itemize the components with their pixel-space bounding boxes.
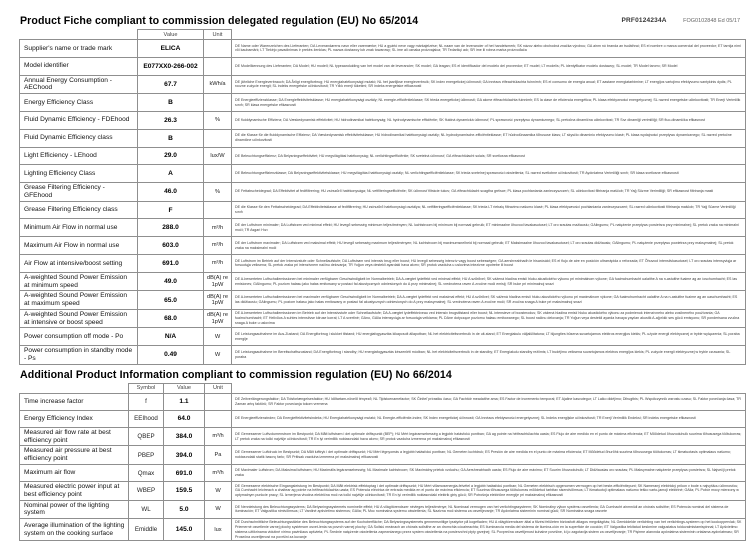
table-row <box>20 446 746 465</box>
parameter-name-cell: Measured air pressure at best efficiency point <box>20 446 129 465</box>
parameter-name-cell: Grease Filtering Efficiency class <box>20 201 138 219</box>
value-cell: 1.1 <box>164 393 205 410</box>
description-cell: DE A-bewerteten Luftschallemissionen bei minimaler verfügbarer Geschwindigkeit im Normalbetrieb; DA A-vægtet lydeffekt ved minimal effekt; HU A szűrővel; SK vážená hladina emisií hluku akustického výkonu pri minimálnom výkone; GA fuaimchumhacht ualaithe A na n-astuithe fuaime ag an íoschumhacht; ES las emisiones; GAlingumu; PL poziom hałasu jako hałas emitowany w postaci fal akustycznych odniesionych do A przy minimalnej; SL vrednotena raven A zvočne moči emisij; SR buke pri minimalnoj snazi <box>232 272 746 291</box>
table-row <box>20 94 746 112</box>
description-cell: DE fluiddynamische Effizienz; DA Væskedynamisk effektivitet; HU hidrodinamikai hatékonyság; NL hydrodynamische efficiëntie; SK fluidná dynamická účinnosť; PL sprawność przepływu dynamicznego; SL pretočna dinamična učinkovitost; TR Sıvı dinamiği verimliliği; SR fluo-dinamička efikasnost <box>232 111 746 129</box>
table-row <box>20 346 746 365</box>
unit-cell: m³/h <box>205 427 232 446</box>
description-cell: DE der Luftstrom minimaler; DA Luftstrøm ved minimal effekt; HU levegő sebesség minimum teljesítményen; NL luchtstroom bij minimum bij normaal gebruik; ET minimaalne õhuvool tavakasutusel; LT oro srautas mažiausiu; GAlingumu; PL natężenie przepływu powietrza przy minimalnej; SL pretok zraka na minimalni moči; TR Asgari Hızı <box>232 219 746 237</box>
table-row <box>20 309 746 328</box>
unit-cell <box>205 410 232 427</box>
parameter-name-cell: Average illumination of the lighting system on the cooking surface <box>20 519 129 541</box>
unit-cell: % <box>204 183 232 202</box>
value-cell: 603.0 <box>138 237 204 255</box>
unit-cell: lux <box>205 519 232 541</box>
value-cell: 64.0 <box>164 410 205 427</box>
value-cell: N/A <box>138 328 204 346</box>
value-cell: B <box>138 94 204 112</box>
parameter-name-cell: Power consumption in standby mode - Ps <box>20 346 138 365</box>
unit-cell: m³/h <box>204 219 232 237</box>
table-header-row <box>20 30 746 40</box>
description-cell: DE Luftstrom im Betrieb auf der Intensivstufe oder Schnellaufstufe; DA Luftstrøm ved intensiv brug eller boost; HU levegő sebesség intenzív vagy boost sebességen; GA aershreabhadh le hisarúsáid; ES el flujo de aire en posición ultrarrápida o reforzada; ET Õhuvool intensiivkasutusel; LT oro srautas intensyviąja ar forsuotąja veiksena; SL pretok zraka pri intenzivnem načinu delovanja; TR Yoğun veya destekli ayardaki hava akımı; SR protok vazduha u uslovima intezivne upotrebe ili boost <box>232 255 746 273</box>
unit-cell: W <box>205 500 232 519</box>
parameter-name-cell: Fluid Dynamic Efficiency class <box>20 129 138 147</box>
symbol-cell: Emiddle <box>129 519 164 541</box>
unit-cell <box>204 40 232 58</box>
column-header-unit: Unit <box>204 30 232 40</box>
symbol-cell: WL <box>129 500 164 519</box>
description-cell: DE die Klasse für den Fettabscheidegrad; DA Effektivitetsklasse af fedtfiltrering; HU zsírszűrő hatékonysági osztálya; NL vetfilteringsefficiëntieklasse; SK trieda LT riebalų filtravimo našumo klasė; PL klasa efektywności pochłaniania zanieczyszczeń; SL razred učinkovitosti filtriranja maščob; TR Yağ Süzme Verimliliği sınıfı <box>232 201 746 219</box>
additional-info-table <box>19 383 746 541</box>
table-row <box>20 75 746 94</box>
parameter-name-cell: Grease Filtering Efficiency - GFEhood <box>20 183 138 202</box>
unit-cell: % <box>204 111 232 129</box>
value-cell: E077XX0-266-002 <box>138 57 204 75</box>
table-row <box>20 57 746 75</box>
unit-cell: m³/h <box>204 255 232 273</box>
description-cell: DE Leistungsaufnahme im Aus-Zustand; DA Energiforbrug i slukket tilstand; HU energiafogyasztás kikapcsolt állapotban; NL het elektriciteitsverbruik in de uit-stand; ET Energiakulu väljalülitatuna; LT išjungties būsena suvartojamos elektros energijos kiekis; PL użycie energii elektrycznej w trybie wyłączenia; SL poraba energije <box>232 328 746 346</box>
unit-cell: W <box>204 328 232 346</box>
document-number: PRF0124234A <box>621 17 667 24</box>
value-cell: ELICA <box>138 40 204 58</box>
parameter-name-cell: A-weighted Sound Power Emission at minimum speed <box>20 272 138 291</box>
table-row <box>20 427 746 446</box>
parameter-name-cell: Energy Efficiency Index <box>20 410 129 427</box>
parameter-name-cell: Annual Energy Consumption - AEChood <box>20 75 138 94</box>
symbol-cell: PBEP <box>129 446 164 465</box>
symbol-cell: EEIhood <box>129 410 164 427</box>
table-row <box>20 393 746 410</box>
value-cell: 384.0 <box>164 427 205 446</box>
unit-cell: Pa <box>205 446 232 465</box>
table-row <box>20 328 746 346</box>
column-header-symbol: Symbol <box>129 383 164 393</box>
description-cell: DE Beleuchtungseffizienz; DA Belysningseffektivitet; HU megvilágítási hatékonyság; NL verlichtingsefficiëntie; SK svetelná účinnosť; GA éifeachtúlacht solais; SR svetlosna efikasnost <box>232 147 746 165</box>
table-row <box>20 219 746 237</box>
unit-cell <box>204 57 232 75</box>
additional-info-title: Additional Product Information compliant to commission regulation (EU) No 66/2014 <box>20 368 452 381</box>
table-row <box>20 183 746 202</box>
symbol-cell: QBEP <box>129 427 164 446</box>
parameter-name-cell: Minimum Air Flow in normal use <box>20 219 138 237</box>
header-spacer <box>232 30 746 40</box>
description-cell: DE Energieeffizienzklasse; DA Energieffektivitetsklasse; HU energiahatékonysági osztály; NL energie-efficiëntieklasse; SK trieda energetickej účinnosti; GA aicme éifeachtúlachta fuinnimh; ES la clase de eficiencia energética; PL klasa efektywności energetycznej; SL razred energetske učinkovitosti; TR Enerji Verimlilik sınıfı; SR klasa energetske efikasnosti <box>232 94 746 112</box>
value-cell: F <box>138 201 204 219</box>
parameter-name-cell: Nominal power of the lighting system <box>20 500 129 519</box>
fiche-title: Product Fiche compliant to commission delegated regulation (EU) No 65/2014 <box>20 15 419 27</box>
unit-cell: m³/h <box>205 465 232 482</box>
value-cell: 68.0 <box>138 309 204 328</box>
symbol-cell: f <box>129 393 164 410</box>
description-cell: DE A-bewerteten Luftschallemissionen im Betrieb auf der Intensivstufe oder Schnellaufstufe; DA A-vægtet lydeffektniveau ved intensiv brugstilstand eller boost; NL intensieve of boostmodus; SK vážená hladina emisií hluku akustického výkonu za podmienok intenzívneho alebo zosilneného používania; GA fuaimchumhacht; ET Helivõos A suhtes intensiivse kiiruse korral; LT A svertinė; GAno, GAlia intensyviąja ar forsuotąja veikiama; PL DAne dotyczące poziomu hałasu emitowanego; SL boost načinu delovanja; TR Yoğun veya destekli ayarda havaya yayılan akustik A-ağırlıklı ses gücü emisyonu; SR ponderisana zvučna snaga A buke u uslovima <box>232 309 746 328</box>
parameter-name-cell: Air Flow at intensive/boost setting <box>20 255 138 273</box>
parameter-name-cell: Light Efficiency - LEhood <box>20 147 138 165</box>
value-cell: 67.7 <box>138 75 204 94</box>
value-cell: 5.0 <box>164 500 205 519</box>
value-cell: 159.5 <box>164 482 205 501</box>
description-cell: DE Name oder Warenzeichen des Lieferanten; DA Leverandørens navn eller varemærke; HU a gyártó neve vagy márkajelzése; NL naam van de leverancier of het handelsmerk; SK názov alebo obchodná značka výrobcu; GA ainm nó branda an tsoláthraí; ES el nombre o marca comercial del proveedor; ET tarnija nimi või kaubamärk; LT Tiekėjo pavadinimas ir prekės ženklas; PL nazwa dostawcy lub znak towarowy; SL ime ali oznaka proizvajalca; TR Tedarikçi adı; SR ime ili robna marka proizvođača <box>232 40 746 58</box>
table-row <box>20 272 746 291</box>
description-cell: DE jährliche Energieverbrauch; DA Årligt energiforbrug; HU energiahatékonysági mutató; NL het jaarlijkse energieverbruik; SK index energetickej účinnosti; GA innéacs éifeachtúlachta fuinnimh; ES el consumo de energía anual; ET aastane energiatarbimine; LT energijos vartojimo efektyvumo santykinis dydis; PL roczne zużycie energii; SL indeks energetske učinkovitosti; TR Yıllık enerji tüketimi; SR indeks energetske efikasnosti <box>232 75 746 94</box>
description-cell: DE Modellkennung des Lieferanten; DA Model; HU modell; NL typeaanduiding van het model van de leverancier; SK model; GA leagan; ES el identificador del modelo del proveedor; ET mudel; LT modelis; PL identyfikator modelu dostawcy; SL model; TR Model tanımı; SR Model <box>232 57 746 75</box>
table-row <box>20 147 746 165</box>
description-cell: DE Maximaler Luftstrom; DA Maksimal luftstrøm; HU Maximális legáramsebesség; NL Maximale luchtstroom; SK Maximálny prietok vzduchu; GA Aershreabhadh uasta; ES Flujo de aire máximo; ET Suurim õhuvooluhulk; LT Didžiausias oro srautas; PL Maksymalne natężenie przepływu powietrza; SL Največji pretok zraka <box>232 465 746 482</box>
description-cell: DE Nennleistung des Beleuchtungssystems; DA Belysningssystemets nominelle effekt; HU A világítórendszer névleges teljesítménye; NL Nominaal vermogen van het verlichtingssysteem; SK Nominálny výkon systému osvetlenia; GA Cumhacht ainmniúil an chórais soilsithe; ES Potencia nominal del sistema de iluminación; ET Valgustika nimivõimsus; LT Vardinė apšvietimo sistemos; GAlia; PL Moc nominalna systemu oświetlenia; SL Nazivna moč sistema za osvetljevanje; TR Aydınlatma sisteminin nominal gücü; SR Nominalna snaga rasvete <box>232 500 746 519</box>
value-cell: 46.0 <box>138 183 204 202</box>
parameter-name-cell: Power consumption off mode - Po <box>20 328 138 346</box>
table-row <box>20 40 746 58</box>
document-edition-code: FOG0102848 Ed 05/17 <box>683 18 740 24</box>
table-row <box>20 410 746 427</box>
description-cell: DE A-bewerteten Luftschallemissionen bei maximaler verfügbarer Geschwindigkeit im Normalbetrieb; DA A-vægtet lydeffekt ved maksimal effekt; HU A szűrővel; SK vážená hladina emisií hluku akustického výkonu pri maximálnom výkone; GA fuaimchumhacht ualaithe A na n-astuithe fuaime ag an uaschumhacht; ES las didžiausiu; GAlingumu; PL poziom hałasu jako hałas emitowany w postaci fal akustycznych odniesionych do A przy maksymalnej; SL vrednotena raven A zvočne moči; SR zvučna snaga A buke pri maksimalnoj snazi <box>232 291 746 310</box>
unit-cell: W <box>204 346 232 365</box>
column-header-unit: Unit <box>205 383 232 393</box>
table-row <box>20 482 746 501</box>
description-cell: DE Beleuchtungseffizienzklasse; DA Belysningseffektivitetsklasse; HU megvilágítási hatékonysági osztály; NL verlichtingsefficiëntieklasse; SK trieda svetelnej sprawności oświetlenia; SL razred svetlobne učinkovitosti; TR Aydınlatma Verimliliği sınıfı; SR klasa svetlosne efikasnosti <box>232 165 746 183</box>
unit-cell <box>204 201 232 219</box>
unit-cell: dB(A) re 1pW <box>204 291 232 310</box>
value-cell: A <box>138 165 204 183</box>
value-cell: 49.0 <box>138 272 204 291</box>
value-cell: 691.0 <box>164 465 205 482</box>
parameter-name-cell: Time increase factor <box>20 393 129 410</box>
parameter-name-cell: Lighting Efficiency Class <box>20 165 138 183</box>
value-cell: 65.0 <box>138 291 204 310</box>
description-cell: DE Leistungsaufnahme im Bereitschaftszustand; DA Energiforbrug i standby; HU energiafogyasztás készenléti módban; NL het elektriciteitsverbruik in de standby; ET Energiakulu standby režiimis; LT budėjimo veiksena suvartojamos elektros energijos kiekis; PL zużycie energii elektrycznej w trybie czuwania; SL poraba <box>232 346 746 365</box>
parameter-name-cell: A-weighted Sound Power Emission at maximum speed <box>20 291 138 310</box>
description-cell: DE Fettabscheidegrad; DA Effektivitet af fedtfiltrering; HU zsírszűrő hatékonysága; NL vetfilteringsefficiëntie; SK účinnosť filtrácie tukov; GA éifeachtúlacht scagtha gréisce; PL klasa pochłaniania zanieczyszczeń; SL učinkovitost filtriranja maščob; TR Yağ Süzme Verimliliği; SR efikasnost filtriranja masti <box>232 183 746 202</box>
unit-cell: dB(A) re 1pW <box>204 272 232 291</box>
value-cell: 0.49 <box>138 346 204 365</box>
value-cell: 145.0 <box>164 519 205 541</box>
description-cell: DE Durchschnittliche Beleuchtungsstärke des Beleuchtungssystems auf der Kochoberfläche; DA Belysningssystemets gennemsnitlige lysstyrke på kogefladen; HU A világítórendszer által a főzési felületen biztosított átlagos megvilágítás; NL Gemiddelde verlichting van het verlichtings-systeem op het kookoppervlak; SK Priemerné osvetlenie varnej plochy systémom osvet-lenia na povrch varnej plochy; GA Soilsiú meánach an chórais soilsithe ar an dromchla cócaireachta; ES Iluminancia media del sistema de ilumina-ción en la superficie de cocción; ET Valgustika tekitatud keskmine valgustatus toiduvalmistamispinnal; LT Apšvietimo sistema užtikrinama vidutinė virimo paviršiaus apšvieta; PL Średnie natężenie oświetlenia zapewnianego przez system oświetlenia na powierzchni płyty grzejnej; SL Povprečna osvetljenost kuhalne površine, ki jo zagotavlja sistem za osvetljevanje; TR Pişirme alanında aydınlatma sisteminin ortalama aydınlatması; SR Prosečna osvetljenost na površini za kuvanje <box>232 519 746 541</box>
header-spacer <box>20 383 129 393</box>
parameter-name-cell: Energy Efficiency Class <box>20 94 138 112</box>
table-row <box>20 129 746 147</box>
description-cell: DE Energieeffizienzindex; DA Energieffektivitetsindeks; HU Energiahatékonysági mutató; NL Energie-efficiëntie-index; SK Index energetickej účinnosti; GA Innéacs efektywności energetycznej; SL Indeks energijske učinkovitosti; TR Enerji Verimlilik Endeksi; SR indeks energetske efikasnosti <box>232 410 746 427</box>
symbol-cell: Qmax <box>129 465 164 482</box>
unit-cell <box>204 94 232 112</box>
column-header-value: Value <box>138 30 204 40</box>
unit-cell <box>204 129 232 147</box>
table-row <box>20 255 746 273</box>
unit-cell <box>205 393 232 410</box>
parameter-name-cell: Maximum Air Flow in normal use <box>20 237 138 255</box>
table-header-row <box>20 383 746 393</box>
table-row <box>20 500 746 519</box>
description-cell: DE die Klasse für die fluiddynamische Effizienz; DA Væskedynamisk effektivitetsklasse; HU hidrodinamikai hatékonysági osztály; NL hydrodynamische-efficiëntieklasse; ET hüdrodünaamika tõhususe klass; LT skysčio dinaminio efektyvumo klasė; PL klasa wydajności przepływu dynamicznego; SL razred pretočne dinamične učinkovitosti <box>232 129 746 147</box>
parameter-name-cell: Maximum air flow <box>20 465 129 482</box>
description-cell: DE Gemessener Luftvolumenstrom im Bestpunkt; DA Målt luftstrøm i det optimale driftspunkt (BEP); HU Mért legáramsebesség a legjobb hatásfokú pontban; GA ag pointe na héifeachtúlachta uasta; ES Flujo de aire medido en el punto de máxima eficiencia; ET Mõõdetud õhuvooluhulk suurima tõhususega töötukorras; LT pretok zraka na točki najvišje učinkovitosti; TR En iyi verimlilik noktasındaki hava akımı; SR protok vazduha izmerena pri maksimalnoj efikasnosti <box>232 427 746 446</box>
unit-cell: lux/W <box>204 147 232 165</box>
parameter-name-cell: Model identifier <box>20 57 138 75</box>
description-cell: DE Zeitverlängerungsfaktor; DA Tidsforlængelsesfaktor; HU Időtartam-növelő tényező; NL Tijdstoenamefactor; SK Činiteľ prírastku času; GA Fachtóir meadaithe ama; ES Factor de incremento temporal; ET Ajaline kasvutegur; LT Laiko didėjimo; Dihugtbis; PL Współczynnik wzrostu czasu; SL Faktor povečanja časa; TR Zaman artış faktörü; SR Faktor povećanja tokom vremena <box>232 393 746 410</box>
fiche-page <box>19 15 745 541</box>
symbol-cell: WBEP <box>129 482 164 501</box>
parameter-name-cell: Measured air flow rate at best efficiency point <box>20 427 129 446</box>
unit-cell: W <box>205 482 232 501</box>
header-spacer <box>20 30 138 40</box>
table-row <box>20 111 746 129</box>
product-fiche-table <box>19 29 746 365</box>
value-cell: 691.0 <box>138 255 204 273</box>
value-cell: 394.0 <box>164 446 205 465</box>
table-row <box>20 465 746 482</box>
table-row <box>20 165 746 183</box>
parameter-name-cell: Measured electric power input at best efficiency point <box>20 482 129 501</box>
parameter-name-cell: A-weighted Sound Power Emission at intensive or boost speed <box>20 309 138 328</box>
table-row <box>20 291 746 310</box>
description-cell: DE der Luftstrom maximaler; DA Luftstrøm ved maksimal effekt; HU levegő sebesség maximum teljesítményen; NL luchtstroom bij maximumsnelheid bij normaal gebruik; ET Maksimaalne õhuvool tavakasutusel; LT oro srautas didžiausiu; GAlingumu; PL natężenie przepływu powietrza przy maksymalnej; SL pretok zraka na maksimalni moči <box>232 237 746 255</box>
parameter-name-cell: Supplier's name or trade mark <box>20 40 138 58</box>
unit-cell: kWh/a <box>204 75 232 94</box>
value-cell: 288.0 <box>138 219 204 237</box>
header-spacer <box>232 383 746 393</box>
value-cell: 26.3 <box>138 111 204 129</box>
unit-cell: m³/h <box>204 237 232 255</box>
column-header-value: Value <box>164 383 205 393</box>
table-row <box>20 519 746 541</box>
description-cell: DE Gemessener Luftdruck im Bestpunkt; DA Målt lufttryk i det optimale driftspunkt; HU Mért légnyomás a legjobb hatásfokú pontban; NL Gemeten luchtdruk; ES Presión de aire medida en el punto de máxima eficiencia; ET Mõõdetud õhurõhk suurima tõhususega töötukorras; LT išmatuotasis optimalaus našumo; noktasındaki statik basınç farkı; SR Pritisak vazduha izmerena pri maksimalnoj efikasnosti <box>232 446 746 465</box>
value-cell: 29.0 <box>138 147 204 165</box>
table-row <box>20 201 746 219</box>
description-cell: DE Gemessene elektrische Eingangsleistung im Bestpunkt; DA Målt elektrisk effektoptag i det optimale driftspunkt; HU Mért villamosenergia-felvétel a legjobb hatásfokú pontban; NL Gemeten elektrisch opgenomen vermogen op het beste-efficiëntiepunt; SK Nameraný elektrický príkon v bode s najvyššou účinnosťou; GA Cumhacht leictreach a chaitear ag pointe na héifeachtúlachta uasta; ES Potencia eléctrica de entrada medida en el punto de máxima eficiencia; ET Suurima tõhususega töötukorras mõõdetud tarbitav sisendvõimsus; LT išmatuotoji optimalaus našumo teško varto-jamoji elektrinė; GAlia; PL Pobór mocy mierzony w optymalnym punkcie pracy; SL Izmerjena vhodna električna moč na točki najvišje učinkovitosti; TR En iyi verimlilik noktasındaki elektrik giriş gücü; SR Potrošnja električne energije pri maksimalnoj efikasnosti <box>232 482 746 501</box>
unit-cell <box>204 165 232 183</box>
value-cell: B <box>138 129 204 147</box>
parameter-name-cell: Fluid Dynamic Efficiency - FDEhood <box>20 111 138 129</box>
table-row <box>20 237 746 255</box>
unit-cell: dB(A) re 1pW <box>204 309 232 328</box>
